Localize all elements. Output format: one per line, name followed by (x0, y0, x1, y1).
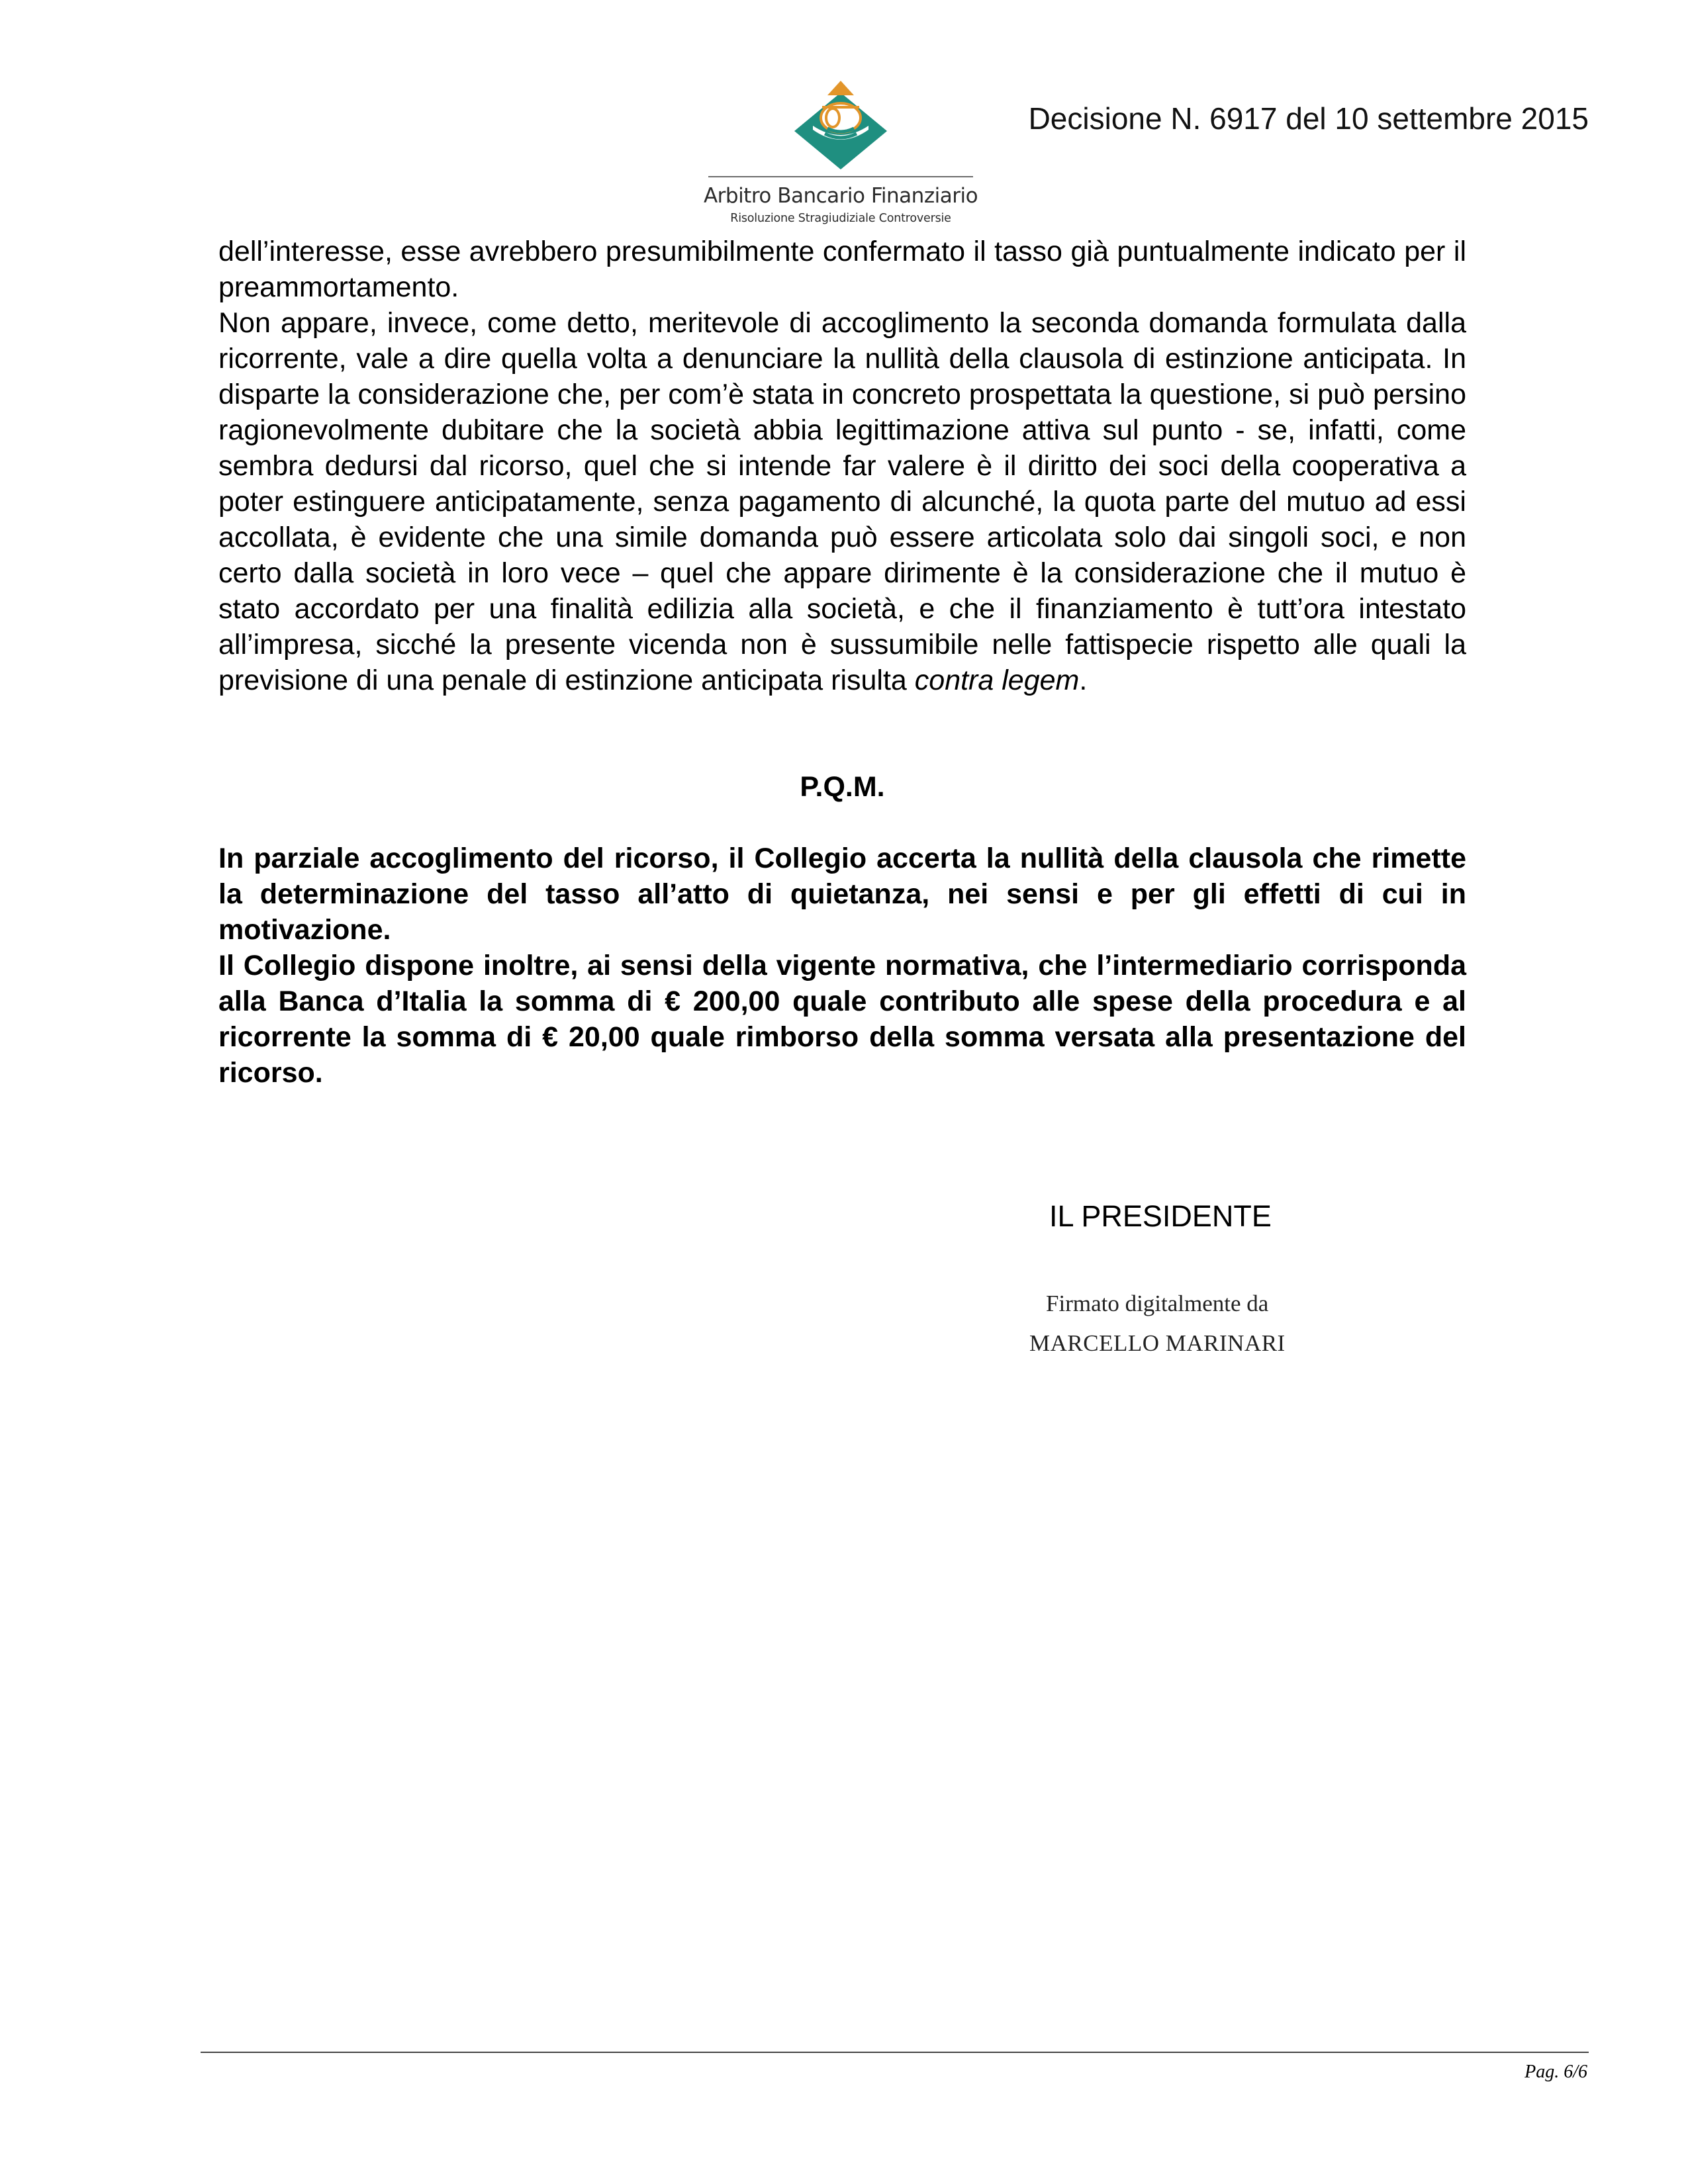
logo-divider (708, 176, 973, 177)
decision-paragraph-1: In parziale accoglimento del ricorso, il Collegio accerta la nullità della clausola che rimette la determinazione del tasso all’atto di quietanza, nei sensi e per gli effetti di cui in motivazione. (218, 842, 1466, 946)
abf-emblem-icon (788, 78, 894, 171)
logo-name: Arbitro Bancario Finanziario (703, 184, 978, 208)
decision-paragraph-2: Il Collegio dispone inoltre, ai sensi della vigente normativa, che l’intermediario corrisponda alla Banca d’Italia la somma di € 200,00 quale contributo alle spese della procedura e al ricorrente la somma di € 20,00 quale rimborso della somma versata alla presentazione del ricorso. (218, 950, 1466, 1089)
digital-signature-label: Firmato digitalmente da (1046, 1291, 1269, 1316)
pqm-heading: P.Q.M. (800, 771, 885, 803)
footer-divider (201, 2052, 1589, 2053)
paragraph-2-end: . (1079, 664, 1088, 696)
decision-reference: Decisione N. 6917 del 10 settembre 2015 (1028, 101, 1589, 136)
document-body (218, 234, 1466, 1091)
paragraph-2-text: Non appare, invece, come detto, meritevole di accoglimento la seconda domanda formulata dalla ricorrente, vale a dire quella volta a denunciare la nullità della clausola di estinzione anticipata. In disparte la considerazione che, per com’è stata in concreto prospettata la questione, si può persino ragionevolmente dubitare che la società abbia legittimazione attiva sul punto - se, infatti, come sembra dedursi dal ricorso, quel che si intende far valere è il diritto dei soci della cooperativa a poter estinguere anticipatamente, senza pagamento di alcunché, la quota parte del mutuo ad essi accollata, è evidente che una simile domanda può essere articolata solo dai singoli soci, e non certo dalla società in loro vece – quel che appare dirimente è la considerazione che il mutuo è stato accordato per una finalità edilizia alla società, e che il finanziamento è tutt’ora intestato all’impresa, sicché la presente vicenda non è sussumibile nelle fattispecie rispetto alle quali la previsione di una penale di estinzione anticipata risulta (218, 307, 1466, 696)
body-paragraph-2 (218, 305, 1466, 698)
page-number: Pag. 6/6 (1524, 2062, 1587, 2082)
abf-logo (702, 78, 980, 227)
president-title: IL PRESIDENTE (1049, 1199, 1272, 1233)
paragraph-2-italic: contra legem (914, 664, 1080, 696)
signatory-name: MARCELLO MARINARI (1029, 1330, 1286, 1356)
body-paragraph-1: dell’interesse, esse avrebbero presumibilmente confermato il tasso già puntualmente indicato per il preammortamento. (218, 236, 1466, 303)
logo-subtitle: Risoluzione Stragiudiziale Controversie (730, 212, 951, 225)
